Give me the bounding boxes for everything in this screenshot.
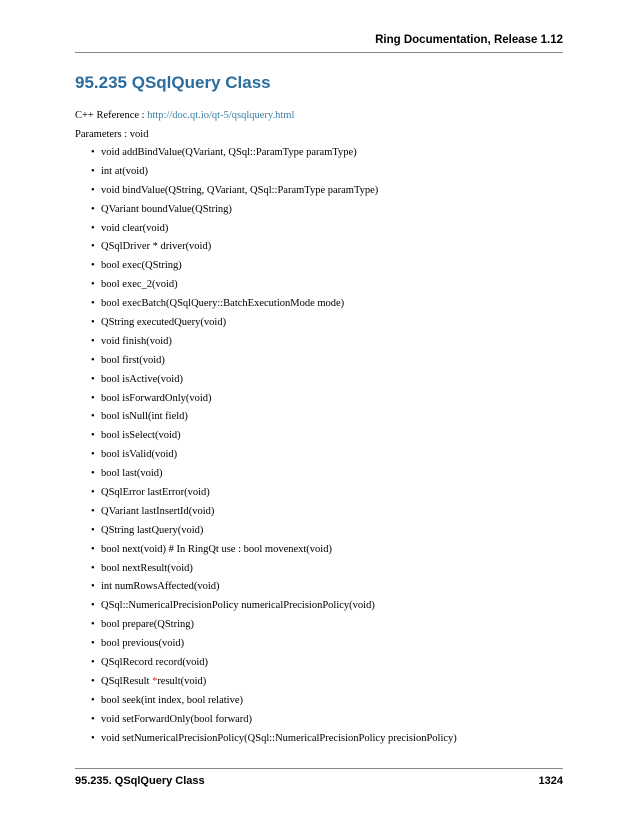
bullet-icon: • [91,675,95,687]
emphasis-star: * [152,675,158,687]
bullet-icon: • [91,165,95,177]
footer-divider [75,768,563,769]
list-item [75,562,457,581]
bullet-icon: • [91,354,95,366]
list-item [75,259,457,278]
method-signature: bool nextResult(void) [101,562,193,574]
list-item [75,165,457,184]
list-item [75,146,457,165]
bullet-icon: • [91,487,95,499]
list-item [75,637,457,656]
method-signature: QVariant boundValue(QString) [101,203,232,215]
method-signature: bool isNull(int field) [101,411,188,423]
method-signature: bool exec(QString) [101,260,182,272]
bullet-icon: • [91,260,95,272]
bullet-icon: • [91,600,95,612]
list-item [75,486,457,505]
section-title: 95.235 QSqlQuery Class [75,73,271,92]
method-signature: bool seek(int index, bool relative) [101,694,244,706]
bullet-icon: • [91,657,95,669]
method-signature: bool exec_2(void) [101,279,178,291]
list-item [75,410,457,429]
list-item [75,448,457,467]
running-header: Ring Documentation, Release 1.12 [375,34,563,46]
bullet-icon: • [91,694,95,706]
list-item [75,713,457,732]
bullet-icon: • [91,562,95,574]
method-signature: bool previous(void) [101,638,185,650]
bullet-icon: • [91,317,95,329]
method-signature: void bindValue(QString, QVariant, QSql::ParamType paramType) [101,184,379,196]
list-item [75,618,457,637]
method-signature: bool isValid(void) [101,449,178,461]
bullet-icon: • [91,505,95,517]
method-signature: void clear(void) [101,222,169,234]
list-item [75,373,457,392]
method-signature: bool isSelect(void) [101,430,181,442]
list-item [75,392,457,411]
method-signature: QSqlError lastError(void) [101,487,210,499]
bullet-icon: • [91,222,95,234]
bullet-icon: • [91,392,95,404]
method-signature: QString lastQuery(void) [101,524,204,536]
cpp-reference-line [75,109,294,123]
bullet-icon: • [91,449,95,461]
bullet-icon: • [91,713,95,725]
list-item [75,316,457,335]
list-item [75,222,457,241]
page-number: 1324 [538,775,563,787]
list-item [75,354,457,373]
parameters-line: Parameters : void [75,129,149,140]
bullet-icon: • [91,279,95,291]
bullet-icon: • [91,638,95,650]
bullet-icon: • [91,619,95,631]
method-signature: void setNumericalPrecisionPolicy(QSql::NumericalPrecisionPolicy precisionPolicy) [101,732,457,744]
method-signature: QSqlRecord record(void) [101,657,209,669]
bullet-icon: • [91,411,95,423]
list-item [75,335,457,354]
list-item [75,580,457,599]
method-list [75,146,457,751]
method-signature: int numRowsAffected(void) [101,581,220,593]
method-signature: QString executedQuery(void) [101,317,227,329]
bullet-icon: • [91,581,95,593]
list-item [75,694,457,713]
list-item [75,429,457,448]
bullet-icon: • [91,468,95,480]
bullet-icon: • [91,524,95,536]
bullet-icon: • [91,430,95,442]
bullet-icon: • [91,147,95,158]
list-item [75,297,457,316]
method-signature: bool last(void) [101,468,163,480]
method-signature: void finish(void) [101,335,172,347]
header-divider [75,52,563,53]
method-signature: QSqlDriver * driver(void) [101,241,212,253]
list-item [75,543,457,562]
list-item [75,278,457,297]
method-signature: bool prepare(QString) [101,619,195,631]
method-name: result(void) [157,675,207,687]
method-signature: bool isForwardOnly(void) [101,392,212,404]
reference-label: C++ Reference : [75,110,148,121]
method-signature: QVariant lastInsertId(void) [101,505,215,517]
bullet-icon: • [91,184,95,196]
method-signature: bool next(void) # In RingQt use : bool movenext(void) [101,543,332,555]
list-item [75,599,457,618]
list-item [75,675,457,694]
method-signature: bool execBatch(QSqlQuery::BatchExecutionMode mode) [101,298,345,310]
method-signature: bool isActive(void) [101,373,183,385]
bullet-icon: • [91,732,95,744]
list-item [75,732,457,751]
bullet-icon: • [91,241,95,253]
list-item [75,203,457,222]
method-signature: QSql::NumericalPrecisionPolicy numericalPrecisionPolicy(void) [101,600,375,612]
bullet-icon: • [91,373,95,385]
list-item [75,524,457,543]
footer-section-label: 95.235. QSqlQuery Class [75,775,205,787]
list-item [75,467,457,486]
reference-link[interactable]: http://doc.qt.io/qt-5/qsqlquery.html [147,110,295,121]
method-return-type: QSqlResult [101,675,153,687]
bullet-icon: • [91,543,95,555]
list-item [75,184,457,203]
list-item [75,240,457,259]
method-signature: void addBindValue(QVariant, QSql::ParamType paramType) [101,147,357,158]
bullet-icon: • [91,298,95,310]
list-item [75,505,457,524]
method-signature: void setForwardOnly(bool forward) [101,713,253,725]
method-signature: bool first(void) [101,354,165,366]
bullet-icon: • [91,203,95,215]
bullet-icon: • [91,335,95,347]
method-signature: int at(void) [101,165,148,177]
list-item [75,656,457,675]
